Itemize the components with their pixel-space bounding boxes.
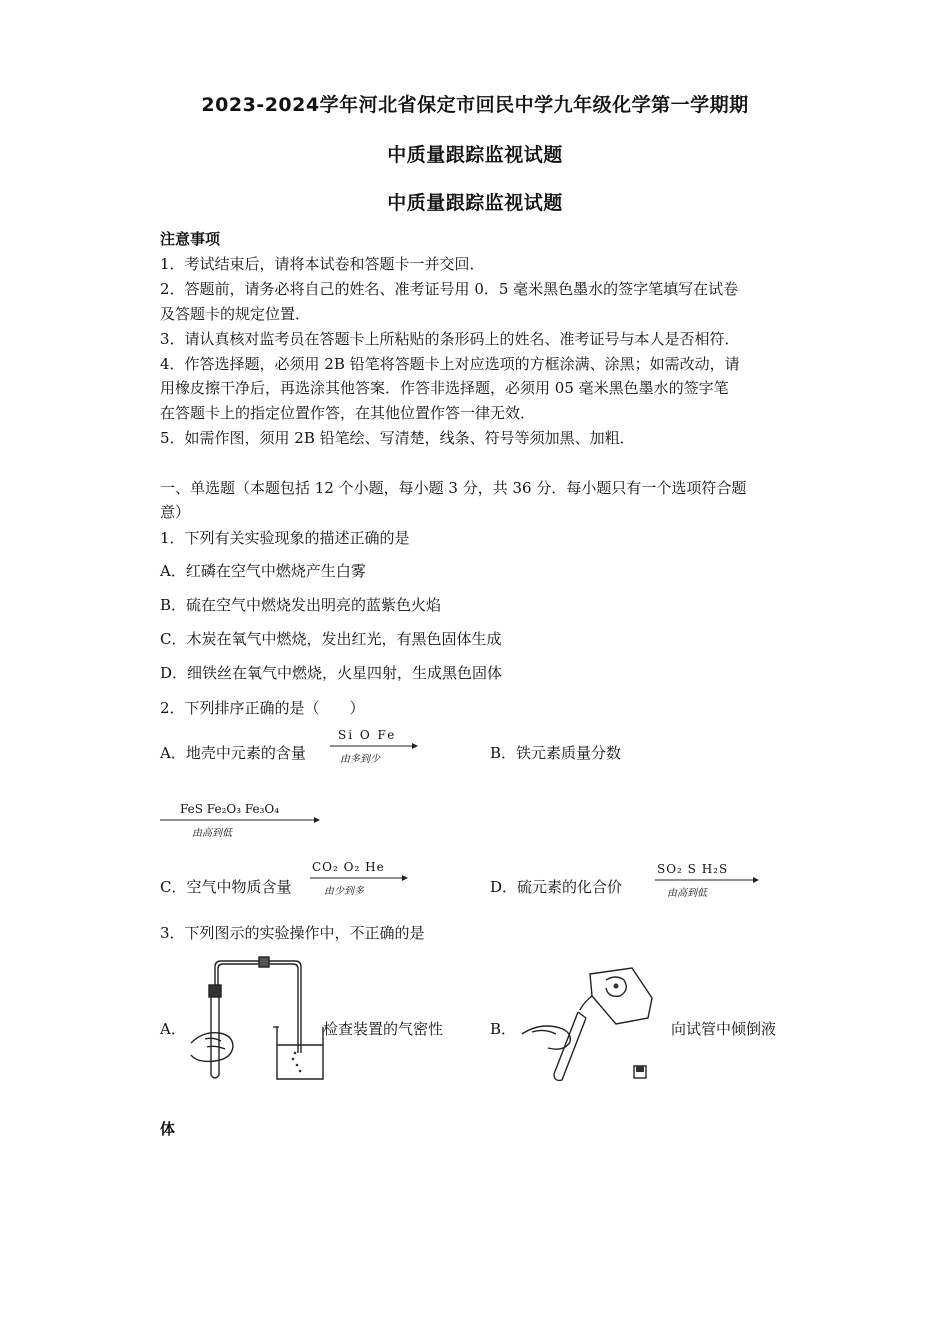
section-heading: 一、单选题（本题包括 12 个小题，每小题 3 分，共 36 分．每小题只有一个选项符合题 (160, 479, 747, 497)
title-line-3: 中质量跟踪监视试题 (387, 192, 563, 214)
q1-option-b: B．硫在空气中燃烧发出明亮的蓝紫色火焰 (160, 596, 442, 614)
q2-option-b-sequence (160, 802, 320, 839)
q1-stem: 1．下列有关实验现象的描述正确的是 (160, 529, 410, 547)
section-heading-cont: 意） (160, 503, 191, 521)
q2-d-sequence-bottom: 由高到低 (667, 888, 707, 899)
title-line-1: 2023-2024学年河北省保定市回民中学九年级化学第一学期期 (201, 94, 749, 116)
airtight-check-apparatus-figure (185, 955, 325, 1085)
q3-option-b-letter: B． (490, 1020, 517, 1038)
notice-line: 2．答题前，请务必将自己的姓名、准考证号用 0．5 毫米黑色墨水的签字笔填写在试卷 (160, 280, 739, 298)
q2-option-b-label: B．铁元素质量分数 (490, 744, 622, 762)
q1-option-a: A．红磷在空气中燃烧产生白雾 (160, 562, 366, 580)
notice-line: 5．如需作图，须用 2B 铅笔绘、写清楚，线条、符号等须加黑、加粗． (160, 429, 635, 447)
arrow-icon (655, 876, 759, 884)
q2-c-sequence-bottom: 由少到多 (324, 886, 364, 897)
q2-option-c-label: C．空气中物质含量 (160, 878, 292, 896)
notice-line: 1．考试结束后，请将本试卷和答题卡一并交回． (160, 255, 485, 273)
q2-option-d-label: D．硫元素的化合价 (490, 878, 623, 896)
q1-option-c: C．木炭在氧气中燃烧，发出红光，有黑色固体生成 (160, 630, 502, 648)
q3-option-b-caption: 向试管中倾倒液 (671, 1020, 777, 1038)
q2-a-sequence-bottom: 由多到少 (340, 754, 380, 765)
q2-b-sequence-top: FeS Fe₂O₃ Fe₃O₄ (180, 802, 280, 816)
q2-b-sequence-bottom: 由高到低 (192, 828, 232, 839)
notice-heading: 注意事项 (160, 230, 221, 248)
q3-stem: 3．下列图示的实验操作中，不正确的是 (160, 924, 425, 942)
arrow-icon (310, 874, 408, 882)
q2-option-c-sequence (310, 860, 408, 897)
notice-line: 在答题卡上的指定位置作答，在其他位置作答一律无效． (160, 404, 536, 422)
q3-option-b-caption-cont: 体 (160, 1120, 176, 1138)
q2-a-sequence-top: Si O Fe (338, 728, 397, 742)
arrow-icon (330, 742, 418, 750)
q2-stem: 2．下列排序正确的是（ ） (160, 699, 365, 717)
q2-option-d-sequence (655, 862, 759, 899)
q1-option-d: D．细铁丝在氧气中燃烧，火星四射，生成黑色固体 (160, 664, 503, 682)
q2-option-a-label: A．地壳中元素的含量 (160, 744, 306, 762)
notice-line: 4．作答选择题，必须用 2B 铅笔将答题卡上对应选项的方框涂满、涂黑；如需改动，请 (160, 355, 740, 373)
title-line-2: 中质量跟踪监视试题 (387, 144, 563, 166)
arrow-icon (160, 816, 320, 824)
q3-option-a-caption: 检查装置的气密性 (323, 1020, 444, 1038)
q2-option-a-sequence (330, 728, 418, 765)
pour-liquid-into-test-tube-figure (520, 962, 660, 1087)
q2-c-sequence-top: CO₂ O₂ He (312, 860, 385, 874)
notice-line: 及答题卡的规定位置． (160, 305, 311, 323)
notice-line: 用橡皮擦干净后，再选涂其他答案．作答非选择题，必须用 05 毫米黑色墨水的签字笔 (160, 379, 729, 397)
q3-option-a-letter: A． (160, 1020, 186, 1038)
q2-d-sequence-top: SO₂ S H₂S (657, 862, 729, 876)
notice-line: 3．请认真核对监考员在答题卡上所粘贴的条形码上的姓名、准考证号与本人是否相符． (160, 330, 740, 348)
